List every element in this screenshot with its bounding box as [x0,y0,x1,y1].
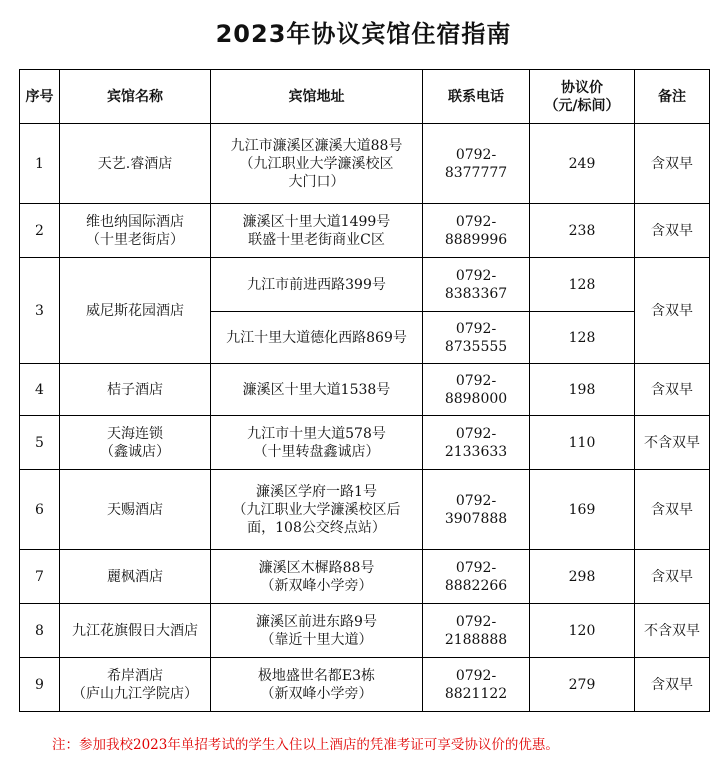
hotel-name-line: （十里老街店） [86,231,184,248]
cell-phone: 0792-8735555 [423,312,530,364]
cell-phone: 0792-8882266 [423,550,530,604]
hotel-address-line: （九江职业大学濂溪校区后 [232,501,401,518]
cell-address [211,364,423,416]
cell-address [211,124,423,204]
cell-index: 5 [20,416,60,470]
cell-address: 九江十里大道德化西路869号 [211,312,423,364]
hotel-address-line: 极地盛世名都E3栋 [257,667,376,684]
cell-address [211,204,423,258]
cell-phone: 0792-8898000 [423,364,530,416]
hotel-name-line: 威尼斯花园酒店 [86,302,184,319]
hotel-name-line: 天艺.睿酒店 [97,155,173,172]
cell-name [60,204,211,258]
table-row [20,658,710,712]
header-phone: 联系电话 [423,70,530,124]
hotel-address-line: （靠近十里大道） [260,631,373,648]
hotel-address-line: 九江市十里大道578号 [247,425,386,442]
hotel-name-line: 九江花旗假日大酒店 [72,622,198,639]
hotel-name-line: 天赐酒店 [107,501,163,518]
hotel-name-line: 维也纳国际酒店 [86,213,184,230]
hotel-address-line: 大门口） [288,173,345,190]
cell-index: 4 [20,364,60,416]
cell-phone: 0792-8889996 [423,204,530,258]
footnote: 注：参加我校2023年单招考试的学生入住以上酒店的凭准考证可享受协议价的优惠。 [52,737,559,753]
hotel-address-line: 濂溪区学府一路1号 [256,483,377,500]
cell-phone: 0792-2188888 [423,604,530,658]
cell-price: 128 [530,312,635,364]
table-header-row [20,70,710,124]
cell-address [211,470,423,550]
cell-price: 298 [530,550,635,604]
cell-address [211,416,423,470]
hotel-name-line: （庐山九江学院店） [72,685,198,702]
table-row [20,204,710,258]
table-row [20,364,710,416]
cell-name [60,364,211,416]
hotel-address-line: 九江市濂溪区濂溪大道88号 [230,137,403,154]
cell-price: 120 [530,604,635,658]
cell-index: 2 [20,204,60,258]
table-row [20,470,710,550]
cell-phone: 0792-8821122 [423,658,530,712]
header-price-line1: 协议价 [561,79,603,96]
header-name: 宾馆名称 [60,70,211,124]
cell-name [60,124,211,204]
page-title: 2023年协议宾馆住宿指南 [215,20,512,48]
cell-name [60,416,211,470]
header-index: 序号 [20,70,60,124]
cell-price: 110 [530,416,635,470]
hotel-address-line: （新双峰小学旁） [260,577,373,594]
hotel-name-line: 麗枫酒店 [107,568,163,585]
cell-remark: 不含双早 [635,416,710,470]
cell-name [60,258,211,364]
cell-remark: 含双早 [635,364,710,416]
table-row [20,124,710,204]
cell-price: 238 [530,204,635,258]
hotel-name-line: 希岸酒店 [107,667,163,684]
cell-address [211,550,423,604]
header-remark: 备注 [635,70,710,124]
cell-remark: 含双早 [635,204,710,258]
cell-name [60,550,211,604]
cell-phone: 0792-8377777 [423,124,530,204]
header-price-line2: （元/标间） [544,97,620,114]
table-row [20,604,710,658]
hotel-table [19,69,710,712]
cell-price: 198 [530,364,635,416]
cell-remark: 含双早 [635,658,710,712]
cell-price: 169 [530,470,635,550]
cell-phone: 0792-2133633 [423,416,530,470]
cell-remark: 不含双早 [635,604,710,658]
header-address: 宾馆地址 [211,70,423,124]
cell-index: 9 [20,658,60,712]
cell-name [60,470,211,550]
cell-address [211,658,423,712]
cell-phone: 0792-3907888 [423,470,530,550]
cell-index: 3 [20,258,60,364]
hotel-address-line: 濂溪区十里大道1499号 [242,213,391,230]
hotel-name-line: 天海连锁 [107,425,163,442]
cell-index: 1 [20,124,60,204]
cell-name [60,658,211,712]
cell-remark: 含双早 [635,470,710,550]
cell-name [60,604,211,658]
hotel-address-line: 濂溪区前进东路9号 [256,613,377,630]
hotel-address-line: 联盛十里老街商业C区 [248,231,385,248]
cell-index: 8 [20,604,60,658]
cell-remark: 含双早 [635,124,710,204]
hotel-name-line: 桔子酒店 [107,381,163,398]
hotel-address-line: 濂溪区十里大道1538号 [242,381,391,398]
table-row [20,550,710,604]
header-price [530,70,635,124]
hotel-address-line: （九江职业大学濂溪校区 [239,155,394,172]
cell-price: 128 [530,258,635,312]
hotel-address-line: （十里转盘鑫诚店） [253,443,380,460]
table-row [20,258,710,312]
cell-index: 6 [20,470,60,550]
hotel-address-line: （新双峰小学旁） [260,685,373,702]
cell-remark: 含双早 [635,550,710,604]
hotel-address-line: 面，108公交终点站） [247,519,386,536]
cell-remark: 含双早 [635,258,710,364]
cell-phone: 0792-8383367 [423,258,530,312]
cell-price: 279 [530,658,635,712]
cell-price: 249 [530,124,635,204]
table-row [20,416,710,470]
cell-index: 7 [20,550,60,604]
hotel-name-line: （鑫诚店） [100,443,170,460]
hotel-address-line: 濂溪区木樨路88号 [258,559,375,576]
cell-address: 九江市前进西路399号 [211,258,423,312]
cell-address [211,604,423,658]
